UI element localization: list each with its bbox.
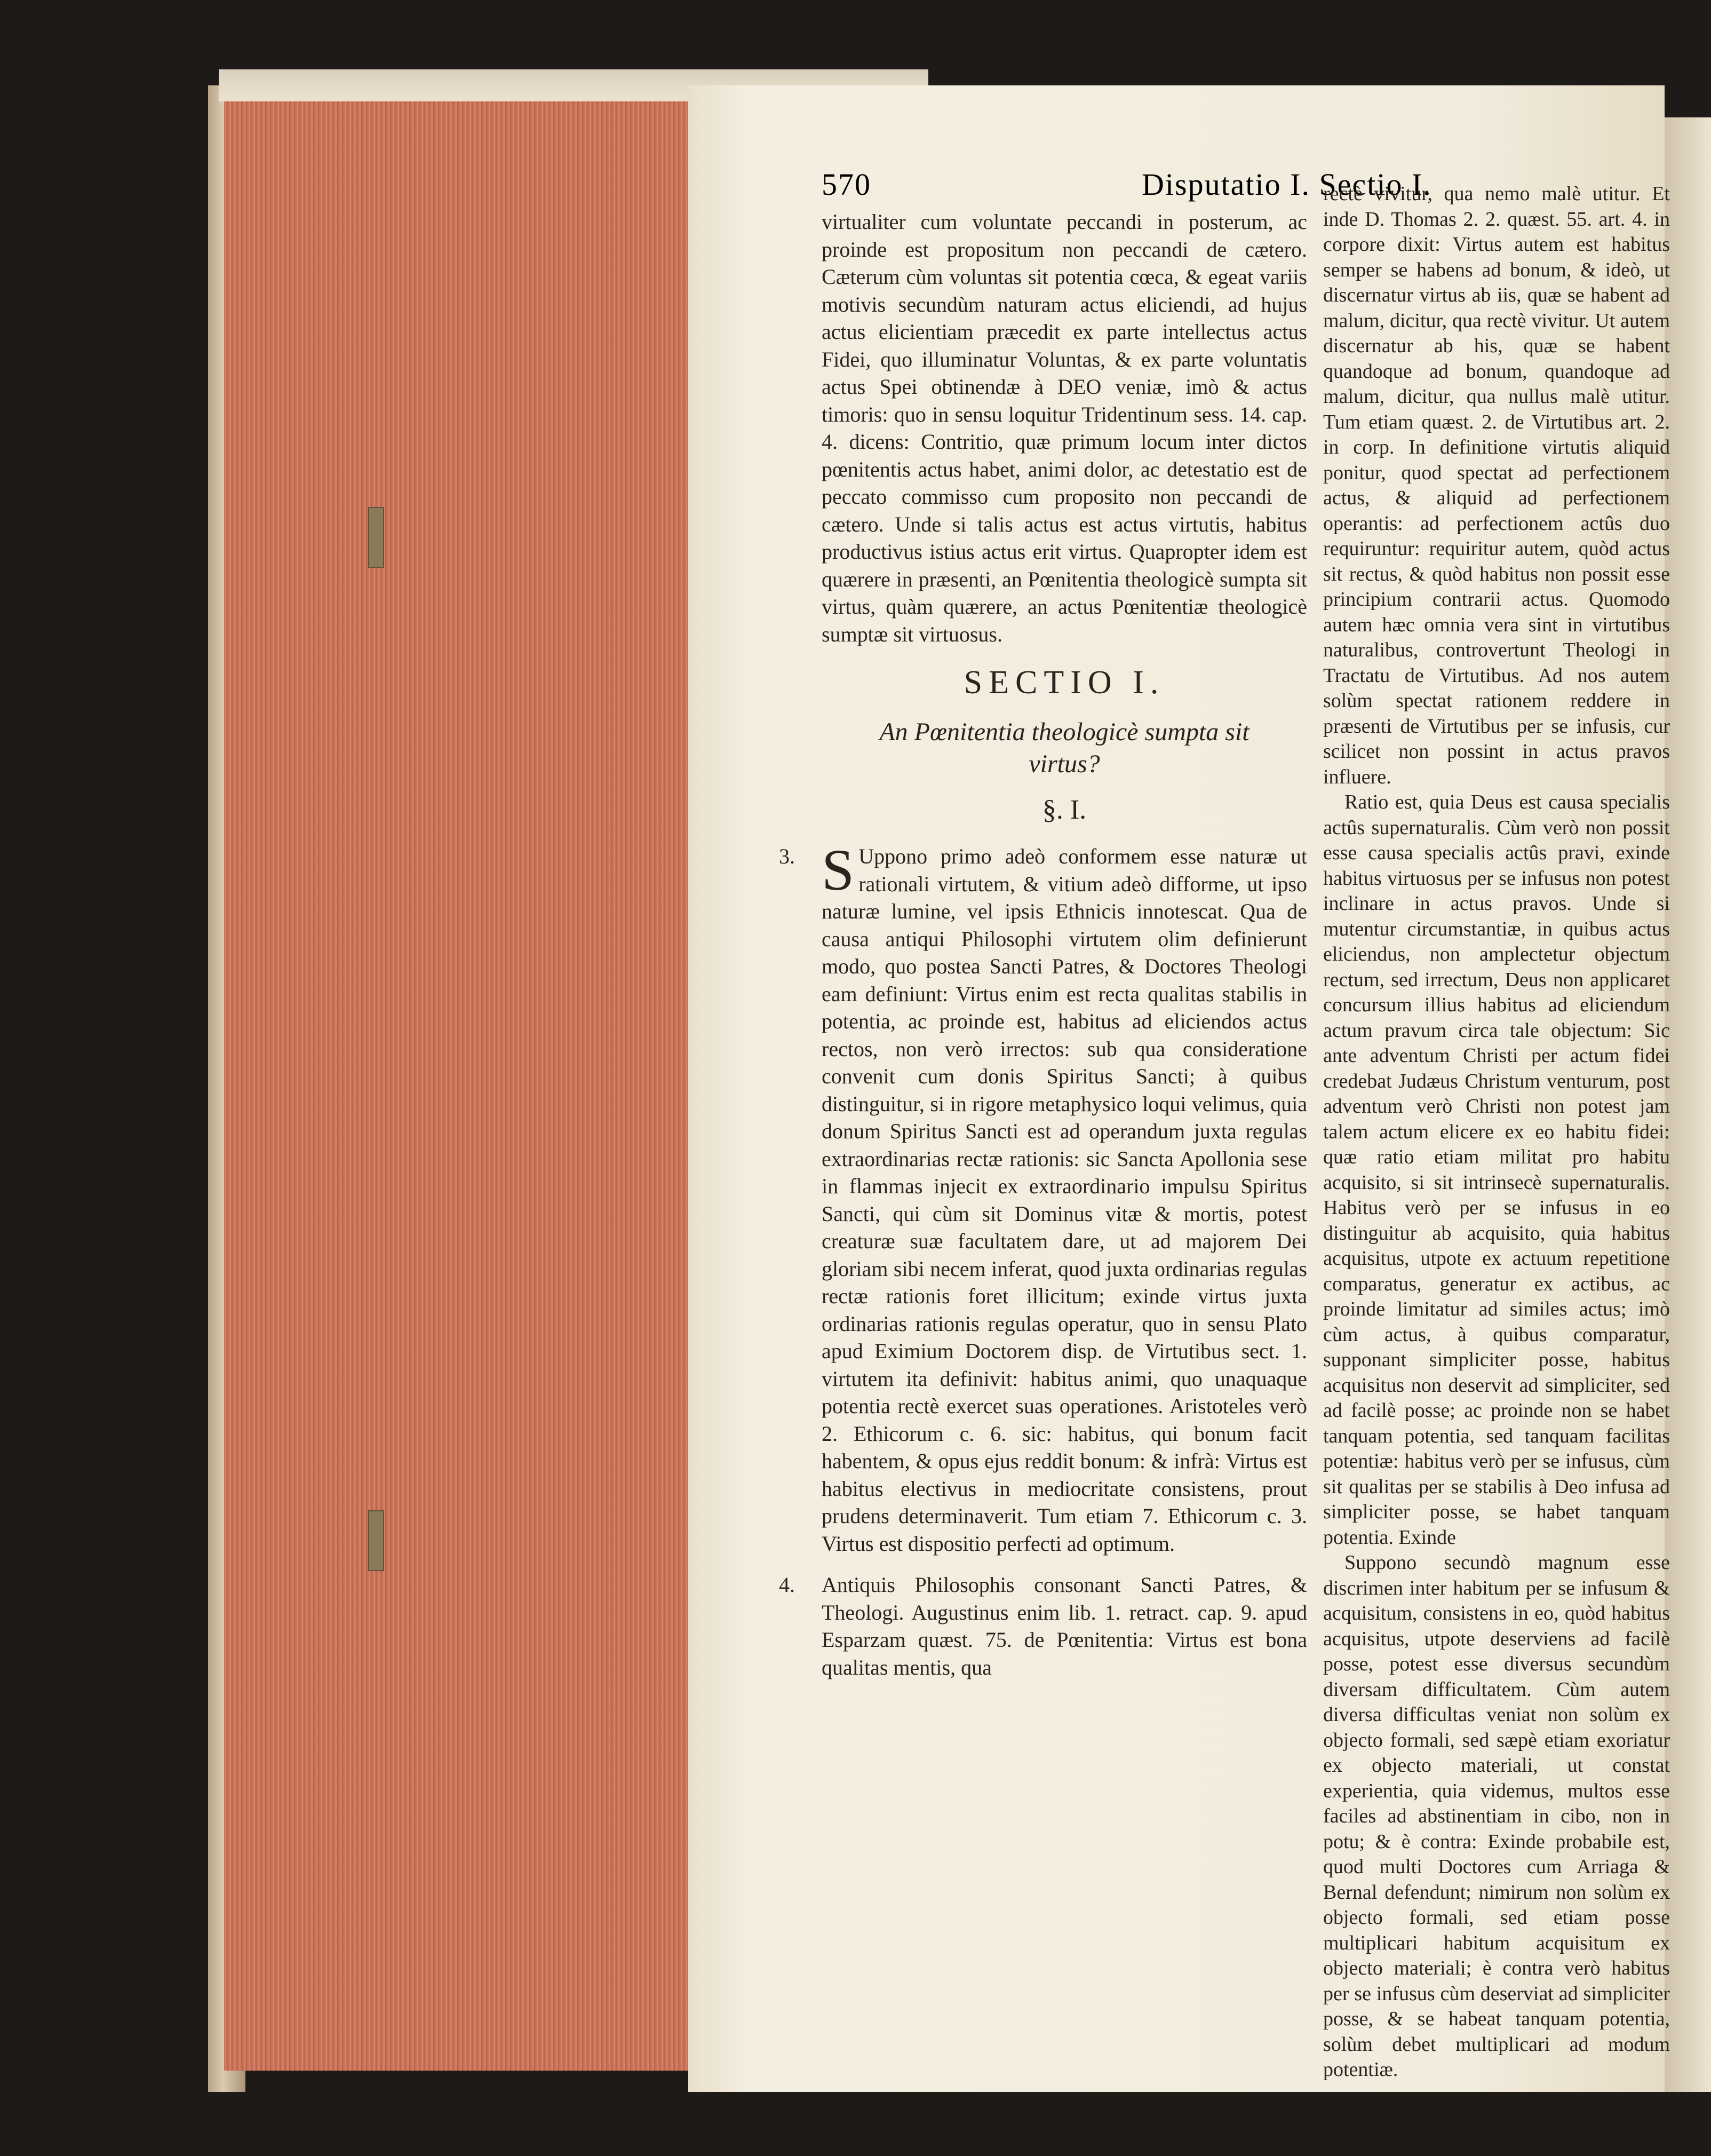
section-question: An Pœnitentia theologicè sumpta sit virtus? [879, 717, 1250, 778]
clasp-hinge [368, 507, 384, 568]
paragraph-4 [779, 1571, 1307, 1681]
folio-number: 570 [822, 167, 871, 202]
paragraph-mark: §. I. [1042, 794, 1087, 825]
margin-number: 4. [779, 1573, 795, 1597]
drop-capital: S [822, 837, 855, 902]
left-text-column [779, 208, 1307, 1681]
opening-paragraph: virtualiter cum voluntate peccandi in posterum, ac proinde est propositum non peccandi de cætero. Cæterum cùm voluntas sit potentia cœca, & egeat variis motivis secundùm naturam actus eliciendi, ad hujus actus elicientiam præcedit ex parte intellectus actus Fidei, quo illuminatur Voluntas, & ex parte voluntatis actus Spei obtinendæ à DEO veniæ, imò & actus timoris: quo in sensu loquitur Tridentinum sess. 14. cap. 4. dicens: Contritio, quæ primum locum inter dictos pœnitentis actus habet, animi dolor, ac detestatio est de peccato commisso cum proposito non peccandi de cætero. Unde si talis actus est actus virtutis, habitus productivus istius actus erit virtus. Quapropter idem est quærere in præsenti, an Pœnitentia theologicè sumpta sit virtus, quàm quærere, an actus Pœnitentiæ theologicè sumptæ sit virtuosus. [822, 210, 1307, 646]
paragraph-4-text: Antiquis Philosophis consonant Sancti Patres, & Theologi. Augustinus enim lib. 1. retract. cap. 9. apud Esparzam quæst. 75. de Pœnitentia: Virtus est bona qualitas mentis, qua [822, 1573, 1307, 1679]
paragraph-3 [779, 837, 1307, 1557]
clasp-hinge [368, 1510, 384, 1571]
red-page-edges [224, 101, 760, 2071]
right-paragraph-1: rectè vivitur, qua nemo malè utitur. Et inde D. Thomas 2. 2. quæst. 55. art. 4. in corpore dixit: Virtus autem est habitus semper se habens ad bonum, & ideò, ut discernatur virtus ab iis, quæ se habent ad malum, dicitur, qua rectè vivitur. Ut autem discernatur ab his, quæ se habent quandoque ad bonum, quandoque ad malum, dicitur, qua nullus malè utitur. Tum etiam quæst. 2. de Virtutibus art. 2. in corp. In definitione virtutis aliquid ponitur, quod spectat ad perfectionem actus, & aliquid ad perfectionem operantis: ad perfectionem actûs duo requiruntur: requiritur autem, quòd actus sit rectus, & quòd habitus non possit esse principium contrarii actus. Quomodo autem hæc omnia vera sint in virtutibus naturalibus, controvertunt Theologi in Tractatu de Virtutibus. Ad nos autem solùm spectat rationem reddere in præsenti de Virtutibus per se infusis, cur scilicet non possint in actus pravos influere. [1323, 183, 1670, 788]
right-paragraph-2: Ratio est, quia Deus est causa specialis actûs supernaturalis. Cùm verò non possit esse causa specialis actûs pravi, exinde habitus virtuosus per se infusus non potest inclinare in actus pravos. Unde si mutentur circumstantiæ, in quibus actus eliciendus, non amplectetur objectum rectum, sed irrectum, Deus non applicaret concursum illius habitus ad eliciendum actum pravum circa tale objectum: Sic ante adventum Christi per actum fidei credebat Judæus Christum venturum, post adventum verò Christi non potest jam talem actum elicere ex eo habitu fidei: quæ ratio etiam militat pro habitu acquisito, si sit intrinsecè supernaturalis. Habitus verò per se infusus in eo distinguitur ab acquisito, quia habitus acquisitus, utpote ex actuum repetitione comparatus, generatur ex actibus, ac proinde limitatur ad similes actus; imò cùm actus, à quibus comparatur, supponant simpliciter posse, habitus acquisitus non deservit ad simpliciter, sed ad facilè posse; ac proinde non se habet tanquam potentia, sed tanquam facilitas potentiæ: habitus verò per se infusus, cùm sit qualitas per se stabilis à Deo infusa ad simpliciter posse, se habet tanquam potentia. Exinde [1323, 791, 1670, 1549]
running-title: Disputatio I. Sectio I. [1142, 167, 1432, 202]
section-title: SECTIO I. [964, 664, 1165, 701]
right-text-column [1323, 181, 1670, 2083]
paragraph-3-text: Uppono primo adeò conformem esse naturæ ut rationali virtutem, & vitium adeò difforme, ut ipso naturæ lumine, vel ipsis Ethnicis innotescat. Qua de causa antiqui Philosophi virtutem olim definierunt modo, quo postea Sancti Patres, & Doctores Theologi eam definiunt: Virtus enim est recta qualitas stabilis in potentia, ac proinde est, habitus ad eliciendos actus rectos, non verò irrectos: sub qua consideratione convenit cum donis Spiritus Sancti; à quibus distinguitur, si in rigore metaphysico loqui velimus, quia donum Spiritus Sancti est ad operandum juxta regulas extraordinarias rectæ rationis: sic Sancta Apollonia sese in flammas injecit ex extraordinario impulsu Spiritus Sancti, qui cùm sit Dominus vitæ & mortis, potest creaturæ suæ facultatem dare, ut ad majorem Dei gloriam sibi necem inferat, quod juxta ordinarias regulas rectæ rationis foret illicitum; exinde virtus juxta ordinarias rationis regulas operatur, quo in sensu Plato apud Eximium Doctorem disp. de Virtutibus sect. 1. virtutem ita definivit: habitus animi, quo unaquaque potentia rectè exercet suas operationes. Aristoteles verò 2. Ethicorum c. 6. sic: habitus, qui bonum facit habentem, & opus ejus reddit bonum: & infrà: Virtus est habitus electivus in mediocritate consistens, prout prudens determinaverit. Tum etiam 7. Ethicorum c. 3. Virtus est dispositio perfecti ad optimum. [822, 844, 1307, 1556]
right-paragraph-3: Suppono secundò magnum esse discrimen inter habitum per se infusum & acquisitum, consistens in eo, quòd habitus acquisitus, utpote deserviens ad facilè posse, potest esse diversus secundùm diversam difficultatem. Cùm autem diversa difficultas veniat non solùm ex objecto formali, sed sæpè etiam exoriatur ex objecto materiali, ut constat experientia, quia videmus, multos esse faciles ad abstinentiam in cibo, non in potu; & è contra: Exinde probabile est, quod multi Doctores cum Arriaga & Bernal defendunt; nimirum non solùm ex objecto formali, sed etiam posse multiplicari habitum acquisitum ex objecto materiali; è contra verò habitus per se infusus cùm deserviat ad simpliciter posse, & se habeat tanquam potentia, solùm debet multiplicari ad modum potentiæ. [1323, 1551, 1670, 2081]
margin-number: 3. [779, 844, 795, 868]
next-page-edge [1665, 117, 1711, 2092]
